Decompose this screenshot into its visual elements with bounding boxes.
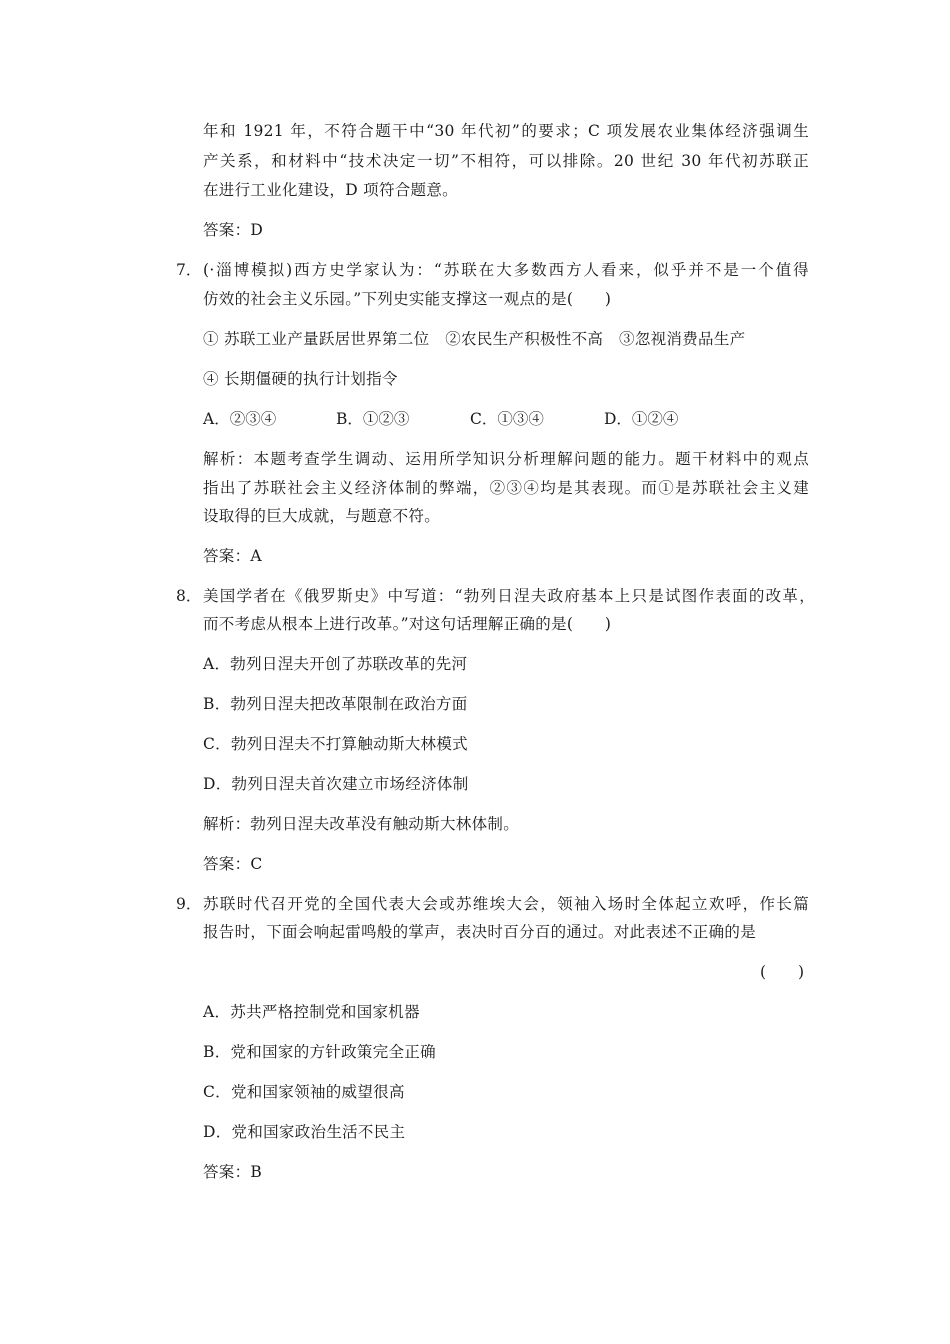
question-8-stem-line-2: 而不考虑从根本上进行改革。”对这句话理解正确的是( ) [203, 615, 612, 633]
question-7-option-b: B．①②③ [336, 410, 410, 428]
question-9-option-a: A．苏共严格控制党和国家机器 [203, 1003, 420, 1021]
answer-8: 答案：C [203, 855, 263, 873]
question-9-stem-line-2: 报告时，下面会响起雷鸣般的掌声，表决时百分百的通过。对此表述不正确的是 [203, 923, 757, 941]
continuation-line-3: 在进行工业化建设，D 项符合题意。 [203, 181, 458, 199]
question-9-option-c: C．党和国家领袖的威望很高 [203, 1083, 405, 1101]
question-8-explanation-line-1: 解析：勃列日涅夫改革没有触动斯大林体制。 [203, 815, 520, 833]
question-9-answer-bracket: ( ) [760, 963, 805, 981]
question-7-items-line-2: ④ 长期僵硬的执行计划指令 [203, 370, 398, 388]
question-7-explanation-line-3: 设取得的巨大成就，与题意不符。 [203, 507, 441, 525]
question-8-option-b: B．勃列日涅夫把改革限制在政治方面 [203, 695, 468, 713]
continuation-line-2: 产关系，和材料中“技术决定一切”不相符，可以排除。20 世纪 30 年代初苏联正 [203, 152, 809, 170]
question-9-option-d: D．党和国家政治生活不民主 [203, 1123, 406, 1141]
question-8-stem-line-1: 美国学者在《俄罗斯史》中写道：“勃列日涅夫政府基本上只是试图作表面的改革， [203, 587, 815, 605]
continuation-line-1: 年和 1921 年，不符合题干中“30 年代初”的要求；C 项发展农业集体经济强调生 [203, 122, 809, 140]
question-7-explanation-line-1: 解析：本题考查学生调动、运用所学知识分析理解问题的能力。题干材料中的观点 [203, 450, 809, 468]
question-9-number: 9． [176, 895, 202, 913]
question-8-option-d: D．勃列日涅夫首次建立市场经济体制 [203, 775, 469, 793]
question-9-option-b: B．党和国家的方针政策完全正确 [203, 1043, 436, 1061]
question-7-items-line-1: ① 苏联工业产量跃居世界第二位 ②农民生产积极性不高 ③忽视消费品生产 [203, 330, 746, 348]
question-7-option-a: A．②③④ [203, 410, 277, 428]
question-7-stem-line-2: 仿效的社会主义乐园。”下列史实能支撑这一观点的是( ) [203, 290, 612, 308]
question-7-option-c: C．①③④ [470, 410, 544, 428]
answer-7: 答案：A [203, 547, 262, 565]
question-8-option-c: C．勃列日涅夫不打算触动斯大林模式 [203, 735, 468, 753]
question-7-explanation-line-2: 指出了苏联社会主义经济体制的弊端，②③④均是其表现。而①是苏联社会主义建 [203, 479, 809, 497]
answer-9: 答案：B [203, 1163, 263, 1181]
answer-6: 答案：D [203, 221, 264, 239]
question-9-stem-line-1: 苏联时代召开党的全国代表大会或苏维埃大会，领袖入场时全体起立欢呼，作长篇 [203, 895, 809, 913]
question-7-number: 7． [176, 261, 202, 279]
question-8-number: 8． [176, 587, 202, 605]
question-7-option-d: D．①②④ [604, 410, 679, 428]
question-7-stem-line-1: (·淄博模拟)西方史学家认为：“苏联在大多数西方人看来，似乎并不是一个值得 [203, 261, 809, 279]
question-8-option-a: A．勃列日涅夫开创了苏联改革的先河 [203, 655, 468, 673]
